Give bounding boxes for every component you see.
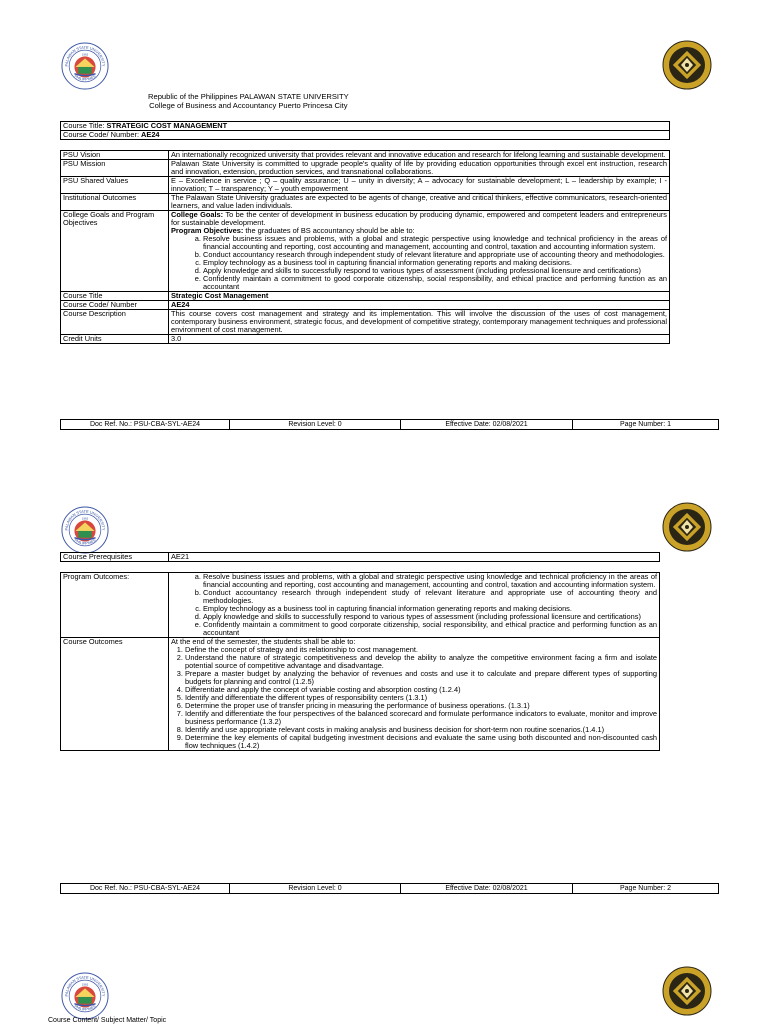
course-title-row-value: Strategic Cost Management — [169, 291, 670, 300]
table-row — [61, 573, 660, 638]
course-outcomes-label: Course Outcomes — [61, 637, 169, 750]
psu-seal-year: 1965 — [81, 52, 89, 57]
shared-values-text: E – Excellence in service ; Q – quality assurance; U – unity in diversity; A – advocacy for sustainable development; L – leadership by example; I - innovation; T – transparency; Y – youth empowerment — [169, 176, 670, 193]
course-content-heading: Course Content/ Subject Matter/ Topic — [48, 1017, 167, 1024]
list-item: 2. Understand the nature of strategic competitiveness and develop the ability to analyze the competitive environment facing a firm and isolate potential source of competitive advantage and disadvantage. — [185, 654, 657, 670]
table-row — [61, 291, 670, 300]
prerequisites-table — [60, 552, 660, 562]
program-objectives-list — [171, 235, 667, 291]
credit-units-value: 3.0 — [169, 334, 670, 343]
psu-seal-arc-top: PALAWAN STATE UNIVERSITY — [64, 45, 106, 67]
college-goals-heading: College Goals: — [171, 209, 224, 219]
letterhead — [148, 92, 349, 111]
footer-revision: Revision Level: 0 — [230, 420, 401, 430]
list-item: d. Apply knowledge and skills to successfully respond to various types of assessment (including professional licensure and certifications) — [203, 613, 657, 621]
footer-doc-ref: Doc Ref. No.: PSU-CBA-SYL-AE24 — [61, 420, 230, 430]
college-goals-cell — [169, 210, 670, 291]
syllabus-table-page-2 — [60, 572, 660, 751]
footer-page-number: Page Number: 2 — [573, 884, 719, 894]
table-row — [61, 210, 670, 291]
psu-seal-arc-top: PALAWAN STATE UNIVERSITY — [64, 975, 106, 997]
course-code-value: AE24 — [141, 130, 160, 139]
list-item: 5. Identify and differentiate the different types of responsibility centers (1.3.1) — [185, 694, 657, 702]
mission-text: Palawan State University is committed to upgrade people's quality of life by providing education opportunities through excel ent instruction, research and innovation, extension, production services, and transnational collaborations. — [169, 159, 670, 176]
psu-seal-icon — [61, 42, 109, 90]
psu-seal-arc-top: PALAWAN STATE UNIVERSITY — [64, 509, 106, 531]
institutional-outcomes-label: Institutional Outcomes — [61, 193, 169, 210]
list-item: 4. Differentiate and apply the concept of variable costing and absorption costing (1.2.4) — [185, 686, 657, 694]
list-item: 7. Identify and differentiate the four perspectives of the balanced scorecard and formulate performance indicators to evaluate, monitor and improve business performance (1.3.2) — [185, 710, 657, 726]
college-goals-text: To be the center of development in business education by producing dynamic, empowered and competent leaders and entrepreneurs for sustainable development. — [171, 209, 668, 227]
psu-seal-year: 1965 — [81, 982, 89, 987]
footer-doc-ref: Doc Ref. No.: PSU-CBA-SYL-AE24 — [61, 884, 230, 894]
table-row — [61, 176, 670, 193]
table-row — [61, 193, 670, 210]
cba-seal-icon — [662, 966, 712, 1016]
course-description-label: Course Description — [61, 309, 169, 334]
letterhead-line-1: Republic of the Philippines PALAWAN STATE UNIVERSITY — [148, 92, 349, 101]
table-row — [61, 159, 670, 176]
page-1-footer — [60, 419, 719, 430]
program-objectives-heading: Program Objectives: — [171, 225, 244, 235]
table-row — [61, 300, 670, 309]
program-outcomes-list — [171, 573, 657, 637]
cba-seal-icon — [662, 40, 712, 90]
page-2-footer — [60, 883, 719, 894]
table-row — [61, 309, 670, 334]
list-item: b. Conduct accountancy research through independent study of relevant literature and appropriate use of accounting theory and methodologies. — [203, 589, 657, 605]
list-item: a. Resolve business issues and problems, with a global and strategic perspective using knowledge and technical proficiency in the areas of financial accounting and reporting, cost accounting and management, accounting and control, taxation and accounting information system. — [203, 573, 657, 589]
psu-seal-arc-bottom: PHILIPPINES — [73, 74, 97, 82]
table-row — [61, 637, 660, 750]
footer-page-number: Page Number: 1 — [573, 420, 719, 430]
course-code-cell — [61, 131, 670, 140]
course-code-label: Course Code/ Number: — [63, 130, 142, 139]
mission-label: PSU Mission — [61, 159, 169, 176]
list-item: 9. Determine the key elements of capital budgeting investment decisions and evaluate the same using both discounted and non-discounted cash flow techniques (1.4.2) — [185, 734, 657, 750]
course-outcomes-cell — [169, 637, 660, 750]
program-outcomes-label: Program Outcomes: — [61, 573, 169, 638]
footer-revision: Revision Level: 0 — [230, 884, 401, 894]
course-outcomes-intro: At the end of the semester, the students shall be able to: — [171, 636, 356, 646]
credit-units-label: Credit Units — [61, 334, 169, 343]
letterhead-line-2: College of Business and Accountancy Puerto Princesa City — [149, 101, 348, 111]
footer-effective-date: Effective Date: 02/08/2021 — [401, 420, 573, 430]
list-item: e. Confidently maintain a commitment to good corporate citizenship, social responsibility, and ethical practice and performing function as an accountant — [203, 275, 667, 291]
psu-seal-year: 1965 — [81, 516, 89, 521]
list-item: c. Employ technology as a business tool in capturing financial information generating reports and making decisions. — [203, 259, 667, 267]
table-row — [61, 334, 670, 343]
institutional-outcomes-text: The Palawan State University graduates are expected to be agents of change, creative and critical thinkers, effective communicators, research-oriented learners, and value laden individuals. — [169, 193, 670, 210]
college-goals-paragraph — [171, 211, 667, 227]
program-outcomes-cell — [169, 573, 660, 638]
psu-seal-icon — [61, 972, 109, 1020]
list-item: e. Confidently maintain a commitment to good corporate citizenship, social responsibility, and ethical practice and performing function as an accountant — [203, 621, 657, 637]
prerequisites-value: AE21 — [169, 553, 660, 562]
list-item: a. Resolve business issues and problems, with a global and strategic perspective using knowledge and technical proficiency in the areas of financial accounting and reporting, cost accounting and management, accounting and control, taxation and accounting information system. — [203, 235, 667, 251]
psu-seal-arc-bottom: PHILIPPINES — [73, 538, 97, 546]
list-item: 1. Define the concept of strategy and its relationship to cost management. — [185, 646, 657, 654]
list-item: 8. Identify and use appropriate relevant costs in making analysis and business decision for short-term non routine scenarios.(1.4.1) — [185, 726, 657, 734]
list-item: d. Apply knowledge and skills to successfully respond to various types of assessment (including professional licensure and certifications) — [203, 267, 667, 275]
college-goals-label: College Goals and Program Objectives — [61, 210, 169, 291]
list-item: c. Employ technology as a business tool in capturing financial information generating reports and making decisions. — [203, 605, 657, 613]
psu-seal-arc-bottom: PHILIPPINES — [73, 1004, 97, 1012]
footer-effective-date: Effective Date: 02/08/2021 — [401, 884, 573, 894]
prerequisites-label: Course Prerequisites — [61, 553, 169, 562]
course-description-text: This course covers cost management and strategy and its implementation. This will involve the discussion of the uses of cost management, contemporary business environment, strategic focus, and development of competitive strategy, contemporary management techniques and professional environment of cost management. — [169, 309, 670, 334]
syllabus-table-page-1 — [60, 150, 670, 344]
shared-values-label: PSU Shared Values — [61, 176, 169, 193]
vision-text: An internationally recognized university that provides relevant and innovative education and research for lifelong learning and sustainable development. — [169, 151, 670, 160]
cba-seal-icon — [662, 502, 712, 552]
course-title-value: STRATEGIC COST MANAGEMENT — [106, 121, 228, 130]
list-item: b. Conduct accountancy research through independent study of relevant literature and appropriate use of accounting theory and methodologies. — [203, 251, 667, 259]
course-title-row-label: Course Title — [61, 291, 169, 300]
course-code-row-label: Course Code/ Number — [61, 300, 169, 309]
course-outcomes-list — [171, 646, 657, 750]
vision-label: PSU Vision — [61, 151, 169, 160]
psu-seal-icon — [61, 506, 109, 554]
list-item: 3. Prepare a master budget by analyzing the behavior of revenues and costs and use it to calculate and prepare different types of supporting budgets for planning and control (1.2.5) — [185, 670, 657, 686]
course-title-label: Course Title: — [63, 121, 107, 130]
list-item: 6. Determine the proper use of transfer pricing in measuring the performance of business operations. (1.3.1) — [185, 702, 657, 710]
course-code-row-value: AE24 — [169, 300, 670, 309]
course-header-table — [60, 121, 670, 140]
program-objectives-intro-text: the graduates of BS accountancy should be able to: — [243, 225, 415, 235]
